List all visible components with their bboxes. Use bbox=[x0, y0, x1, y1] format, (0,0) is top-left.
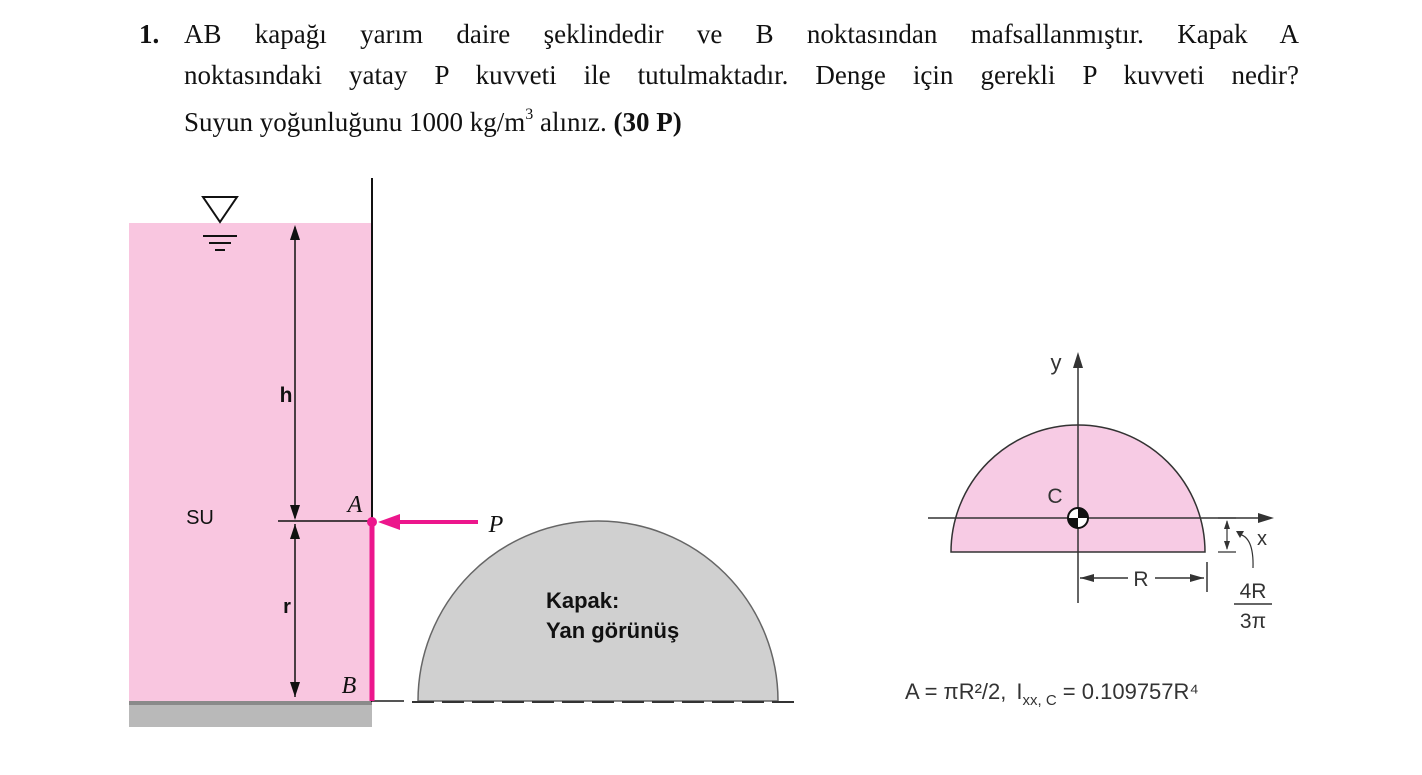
offset-numerator: 4R bbox=[1239, 580, 1267, 603]
gate-subtitle: Yan görünüş bbox=[546, 618, 680, 643]
problem-line-2: noktasındaki yatay P kuvveti ile tutulmaktadır. Denge için gerekli P kuvveti nedir? bbox=[184, 60, 1299, 90]
point-a-label: A bbox=[347, 492, 363, 518]
tank-figure bbox=[129, 178, 802, 727]
centroid-icon bbox=[1068, 508, 1088, 528]
formula bbox=[905, 679, 1199, 709]
force-p-arrow bbox=[378, 514, 478, 530]
y-axis-arrow bbox=[1073, 352, 1083, 368]
ground-shadow-top bbox=[129, 701, 372, 705]
r-label: r bbox=[283, 596, 291, 618]
x-axis-label: x bbox=[1257, 528, 1267, 550]
force-p-label: P bbox=[488, 512, 504, 538]
water-body bbox=[129, 223, 372, 701]
point-b-label: B bbox=[341, 673, 357, 699]
points-label: (30 P) bbox=[613, 107, 682, 137]
point-a-marker bbox=[367, 517, 377, 527]
problem-line-1: AB kapağı yarım daire şeklindedir ve B noktasından mafsallanmıştır. Kapak A bbox=[184, 19, 1299, 49]
x-axis-arrow bbox=[1258, 513, 1274, 523]
formula-area: A = πR²/2, bbox=[905, 679, 1007, 704]
h-label: h bbox=[279, 384, 293, 407]
radius-label: R bbox=[1133, 568, 1149, 591]
problem-number: 1. bbox=[139, 19, 160, 49]
exponent: 3 bbox=[525, 106, 534, 123]
problem-line-3-rest: alınız. bbox=[533, 107, 614, 137]
formula-inertia-subscript: xx, C bbox=[1022, 692, 1057, 709]
formula-inertia-value: = 0.109757R⁴ bbox=[1056, 679, 1199, 704]
gate-title: Kapak: bbox=[546, 588, 620, 613]
centroid-offset-dimension bbox=[1218, 518, 1253, 568]
formula-inertia-base: I bbox=[1016, 679, 1023, 704]
semicircle-section-figure bbox=[905, 350, 1274, 709]
centroid-label: C bbox=[1047, 485, 1063, 508]
y-axis-label: y bbox=[1050, 350, 1062, 375]
problem-line-3-text: Suyun yoğunluğunu 1000 kg/m bbox=[184, 107, 526, 137]
fluid-label: SU bbox=[186, 507, 214, 529]
offset-denominator: 3π bbox=[1239, 610, 1267, 633]
